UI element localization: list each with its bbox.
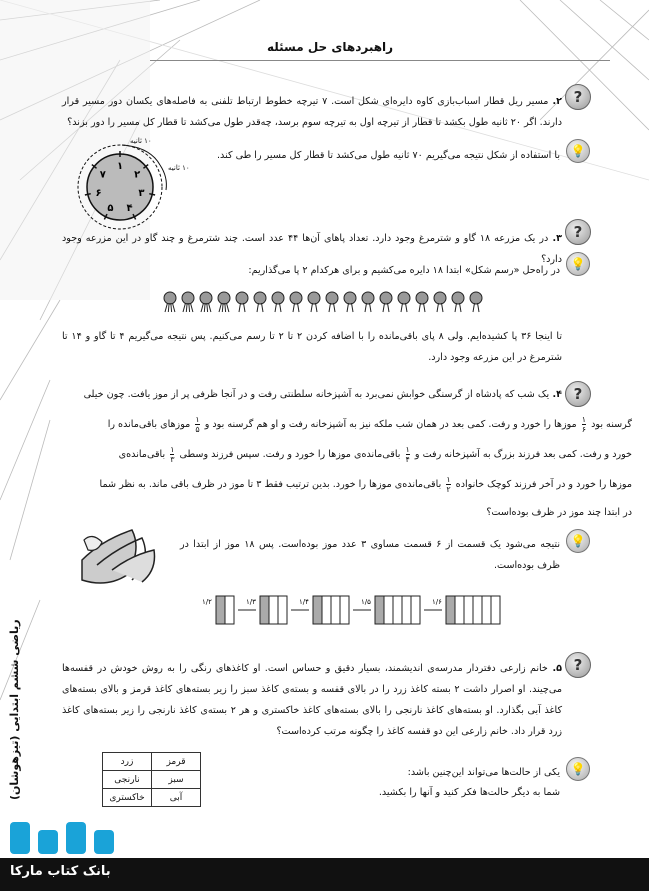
animal-circle <box>326 292 338 312</box>
animal-circle <box>254 292 266 312</box>
footer-brand: بانک کتاب مارکا <box>10 864 111 879</box>
q3-text: ۳. در یک مزرعه ۱۸ گاو و شترمرغ وجود دارد. تعداد پاهای آن‌ها ۴۴ عدد است. چند شترمرغ و چند گاو در این مزرعه وجود دارد؟ <box>62 233 562 265</box>
animal-circle <box>380 292 392 312</box>
q2-circle-diagram <box>60 135 210 235</box>
table-row <box>103 789 201 807</box>
circle-number-label: ۱ <box>116 161 124 172</box>
animal-circle <box>416 292 428 312</box>
q2-number: ۲ <box>556 96 562 107</box>
banana-illustration <box>72 520 162 590</box>
fraction-label: ۱/۶ <box>432 598 442 606</box>
q4-number: ۴ <box>556 389 562 400</box>
q4-line5: در ابتدا چند موز در ظرف بوده‌است؟ <box>486 507 632 518</box>
fraction-strip <box>446 596 500 624</box>
table-row <box>103 753 201 771</box>
animal-circle <box>308 292 320 312</box>
animal-circle <box>434 292 446 312</box>
q4-line2: گرسنه بود $\frac{۱}{۶}$ موزها را خورد و رفت. کمی بعد در همان شب ملکه نیز به آشپزخانه رفت و او هم گرسنه بود و $\frac{۱}{۵}$ موزهای باقی‌مانده را <box>107 414 632 434</box>
q2-label-b: ۱۰ ثانیه <box>168 164 190 172</box>
q3-answer-result: تا اینجا ۳۶ پا کشیده‌ایم. ولی ۸ پای باقی‌مانده را با اضافه کردن ۲ تا ۲ تا رسم می‌کنیم. پس نتیجه می‌گیریم ۴ تا گاو و ۱۴ تا شترمرغ در این مزرعه وجود دارد. <box>62 331 562 363</box>
answer-bulb-icon: 💡 <box>566 757 590 781</box>
answer-bulb-icon: 💡 <box>566 529 590 553</box>
q5-answer-intro: یکی از حالت‌ها می‌تواند این‌چنین باشد: <box>407 767 560 778</box>
q5-answer-note: شما به دیگر حالت‌ها فکر کنید و آنها را بکشید. <box>378 787 560 798</box>
q3-circles-figure <box>160 288 500 318</box>
animal-circle <box>362 292 374 312</box>
q4-answer: نتیجه می‌شود یک قسمت از ۶ قسمت مساوی ۳ عدد موز بوده‌است. پس ۱۸ موز از ابتدا در ظرف بوده‌است. <box>180 539 560 571</box>
animal-circle <box>236 292 248 312</box>
circle-number-label: ۳ <box>138 187 145 199</box>
animal-circle <box>272 292 284 312</box>
animal-circle <box>452 292 464 312</box>
q4-line4: موزها را خورد و در آخر فرزند کوچک خانواده $\frac{۱}{۲}$ باقی‌مانده‌ی موزها را خورد. بدین ترتیب فقط ۳ تا موز در ظرف باقی ماند. به نظر شما <box>99 474 632 494</box>
circle-number-label: ۵ <box>107 202 114 214</box>
q3-answer-intro: در راه‌حل «رسم شکل» ابتدا ۱۸ دایره می‌کشیم و برای هرکدام ۲ پا می‌گذاریم: <box>248 265 560 276</box>
animal-circle <box>398 292 410 312</box>
q2-label-a: ۱۰ ثانیه <box>130 137 152 145</box>
fraction-strip <box>375 596 420 624</box>
q3-number: ۳ <box>556 233 562 244</box>
animal-circle <box>164 292 176 312</box>
answer-bulb-icon: 💡 <box>566 252 590 276</box>
animal-circle <box>200 292 212 312</box>
animal-circle <box>218 292 230 312</box>
table-cell: آبی <box>152 789 201 807</box>
question-icon: ? <box>565 381 591 407</box>
table-cell: زرد <box>103 753 152 771</box>
q5-number: ۵ <box>556 663 562 674</box>
q5-shelf-table <box>102 752 201 807</box>
table-cell: سبز <box>152 771 201 789</box>
circle-number-label: ۲ <box>134 169 141 181</box>
question-icon: ? <box>565 652 591 678</box>
table-cell: قرمز <box>152 753 201 771</box>
q2-text: ۲. مسیر ریل قطار اسباب‌بازی کاوه دایره‌ای شکل است. ۷ تیرچه خطوط ارتباط تلفنی به فاصله‌های یکسان دور مسیر قرار دارند. اگر ۲۰ ثانیه طول بکشد تا قطار از تیرچه اول به تیرچه سوم برسد، چه‌قدر طول می‌کشد تا قطار کل مسیر را دور بزند؟ <box>62 96 562 128</box>
page-header: راهبردهای حل مسئله <box>266 40 394 54</box>
fraction-label: ۱/۳ <box>246 598 256 606</box>
fraction-strip <box>216 596 234 624</box>
animal-circle <box>470 292 482 312</box>
brand-logo <box>10 818 160 858</box>
fraction-strip <box>260 596 287 624</box>
circle-number-label: ۷ <box>99 169 106 181</box>
fraction-strip <box>313 596 349 624</box>
q4-strip-diagram <box>140 590 510 630</box>
circle-number-label: ۶ <box>95 187 102 199</box>
fraction-label: ۱/۴ <box>299 598 309 606</box>
table-cell: خاکستری <box>103 789 152 807</box>
answer-bulb-icon: 💡 <box>566 139 590 163</box>
header-divider <box>150 60 610 61</box>
question-icon: ? <box>565 84 591 110</box>
animal-circle <box>290 292 302 312</box>
animal-circle <box>182 292 194 312</box>
q2-answer: با استفاده از شکل نتیجه می‌گیریم ۷۰ ثانیه طول می‌کشد تا قطار کل مسیر را طی کند. <box>217 150 560 161</box>
question-icon: ? <box>565 219 591 245</box>
animal-circle <box>344 292 356 312</box>
q5-text: ۵. خانم زارعی دفتردار مدرسه‌ی اندیشمند، بسیار دقیق و حساس است. او کاغذهای رنگی را به روش خودش در قفسه‌ها می‌چیند. او اصرار داشت ۲ بسته کاغذ زرد را در بالای قفسه و بسته‌ی کاغذ سبز را زیر بسته‌های کاغذ قرمز و بالای بسته‌های کاغذ آبی بگذارد. او بسته‌های کاغذ نارنجی را بالای بسته‌های کاغذ خاکستری و هر ۲ بسته‌ی کاغذ نارنجی را زیر بسته‌های کاغذ زرد قرار داد. خانم زارعی این دو قفسه کاغذ را چگونه مرتب کرده‌است؟ <box>62 663 563 737</box>
fraction-label: ۱/۲ <box>202 598 212 606</box>
table-row <box>103 771 201 789</box>
circle-number-label: ۴ <box>126 202 133 214</box>
side-book-title: ریاضی ششم ابتدایی (تیزهوشان) <box>8 619 21 801</box>
q4-line3: خورد و رفت. کمی بعد فرزند بزرگ به آشپزخانه رفت و $\frac{۱}{۴}$ باقی‌مانده‌ی موزها را خورد و رفت. سپس فرزند وسطی $\frac{۱}{۳}$ باقی‌مانده‌ی <box>118 444 632 464</box>
q4-text: ۴. یک شب که پادشاه از گرسنگی خوابش نمی‌برد به آشپزخانه سلطنتی رفت و در آنجا ظرفی پر از موز یافت. چون خیلی <box>83 389 562 400</box>
fraction-label: ۱/۵ <box>361 598 371 606</box>
table-cell: نارنجی <box>103 771 152 789</box>
